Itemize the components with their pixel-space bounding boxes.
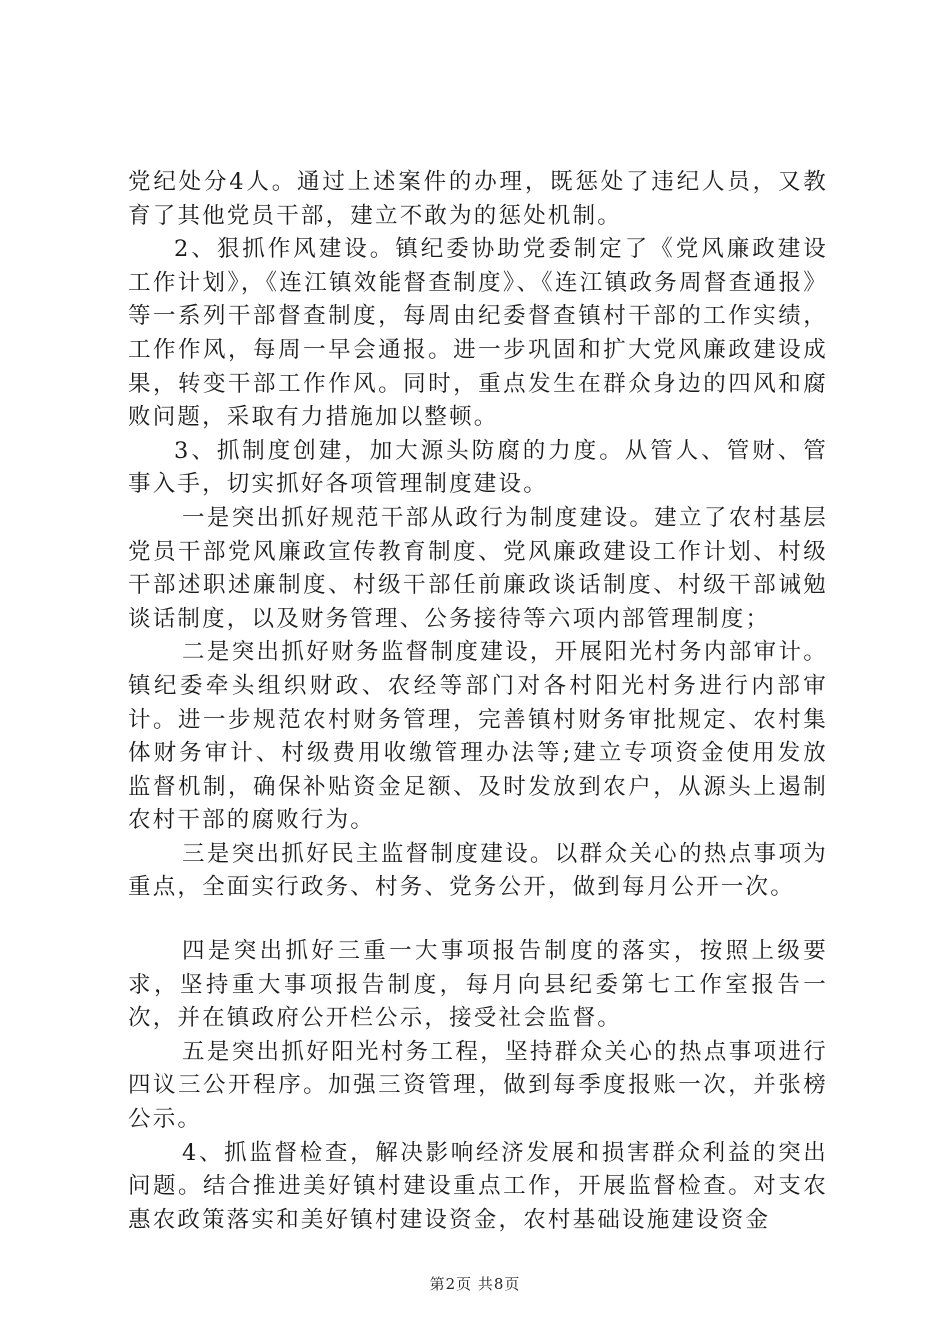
paragraph-supervision: 4、抓监督检查，解决影响经济发展和损害群众利益的突出问题。结合推进美好镇村建设重点工作，开展监督检查。对支农惠农政策落实和美好镇村建设资金，农村基础设施建设资金: [128, 1139, 828, 1233]
paragraph-gap: [128, 905, 828, 935]
paragraph-item-four: 四是突出抓好三重一大事项报告制度的落实，按照上级要求，坚持重大事项报告制度，每月向县纪委第七工作室报告一次，并在镇政府公开栏公示，接受社会监督。: [128, 938, 828, 1032]
paragraph-item-three: 三是突出抓好民主监督制度建设。以群众关心的热点事项为重点，全面实行政务、村务、党务公开，做到每月公开一次。: [128, 840, 828, 901]
paragraph-item-five: 五是突出抓好阳光村务工程，坚持群众关心的热点事项进行四议三公开程序。加强三资管理，做到每季度报账一次，并张榜公示。: [128, 1038, 828, 1133]
paragraph-item-two: 二是突出抓好财务监督制度建设，开展阳光村务内部审计。镇纪委牵头组织财政、农经等部门对各村阳光村务进行内部审计。进一步规范农村财务管理，完善镇村财务审批规定、农村集体财务审计、村级费用收缴管理办法等;建立专项资金使用发放监督机制，确保补贴资金足额、及时发放到农户，从源头上遏制农村干部的腐败行为。: [128, 639, 828, 834]
paragraph-system-creation: 3、抓制度创建，加大源头防腐的力度。从管人、管财、管事入手，切实抓好各项管理制度建设。: [128, 437, 828, 498]
document-body: [128, 166, 828, 1237]
page-number-footer: 第2页 共8页: [429, 1275, 521, 1293]
paragraph-work-style: 2、狠抓作风建设。镇纪委协助党委制定了《党风廉政建设工作计划》，《连江镇效能督查制度》、《连江镇政务周督查通报》等一系列干部督查制度，每周由纪委督查镇村干部的工作实绩，工作作风，每周一早会通报。进一步巩固和扩大党风廉政建设成果，转变干部工作作风。同时，重点发生在群众身边的四风和腐败问题，采取有力措施加以整顿。: [128, 236, 828, 431]
paragraph-item-one: 一是突出抓好规范干部从政行为制度建设。建立了农村基层党员干部党风廉政宣传教育制度、党风廉政建设工作计划、村级干部述职述廉制度、村级干部任前廉政谈话制度、村级干部诫勉谈话制度，以及财务管理、公务接待等六项内部管理制度；: [128, 504, 828, 632]
paragraph-case-handling: 党纪处分4人。通过上述案件的办理，既惩处了违纪人员，又教育了其他党员干部，建立不敢为的惩处机制。: [128, 169, 828, 229]
